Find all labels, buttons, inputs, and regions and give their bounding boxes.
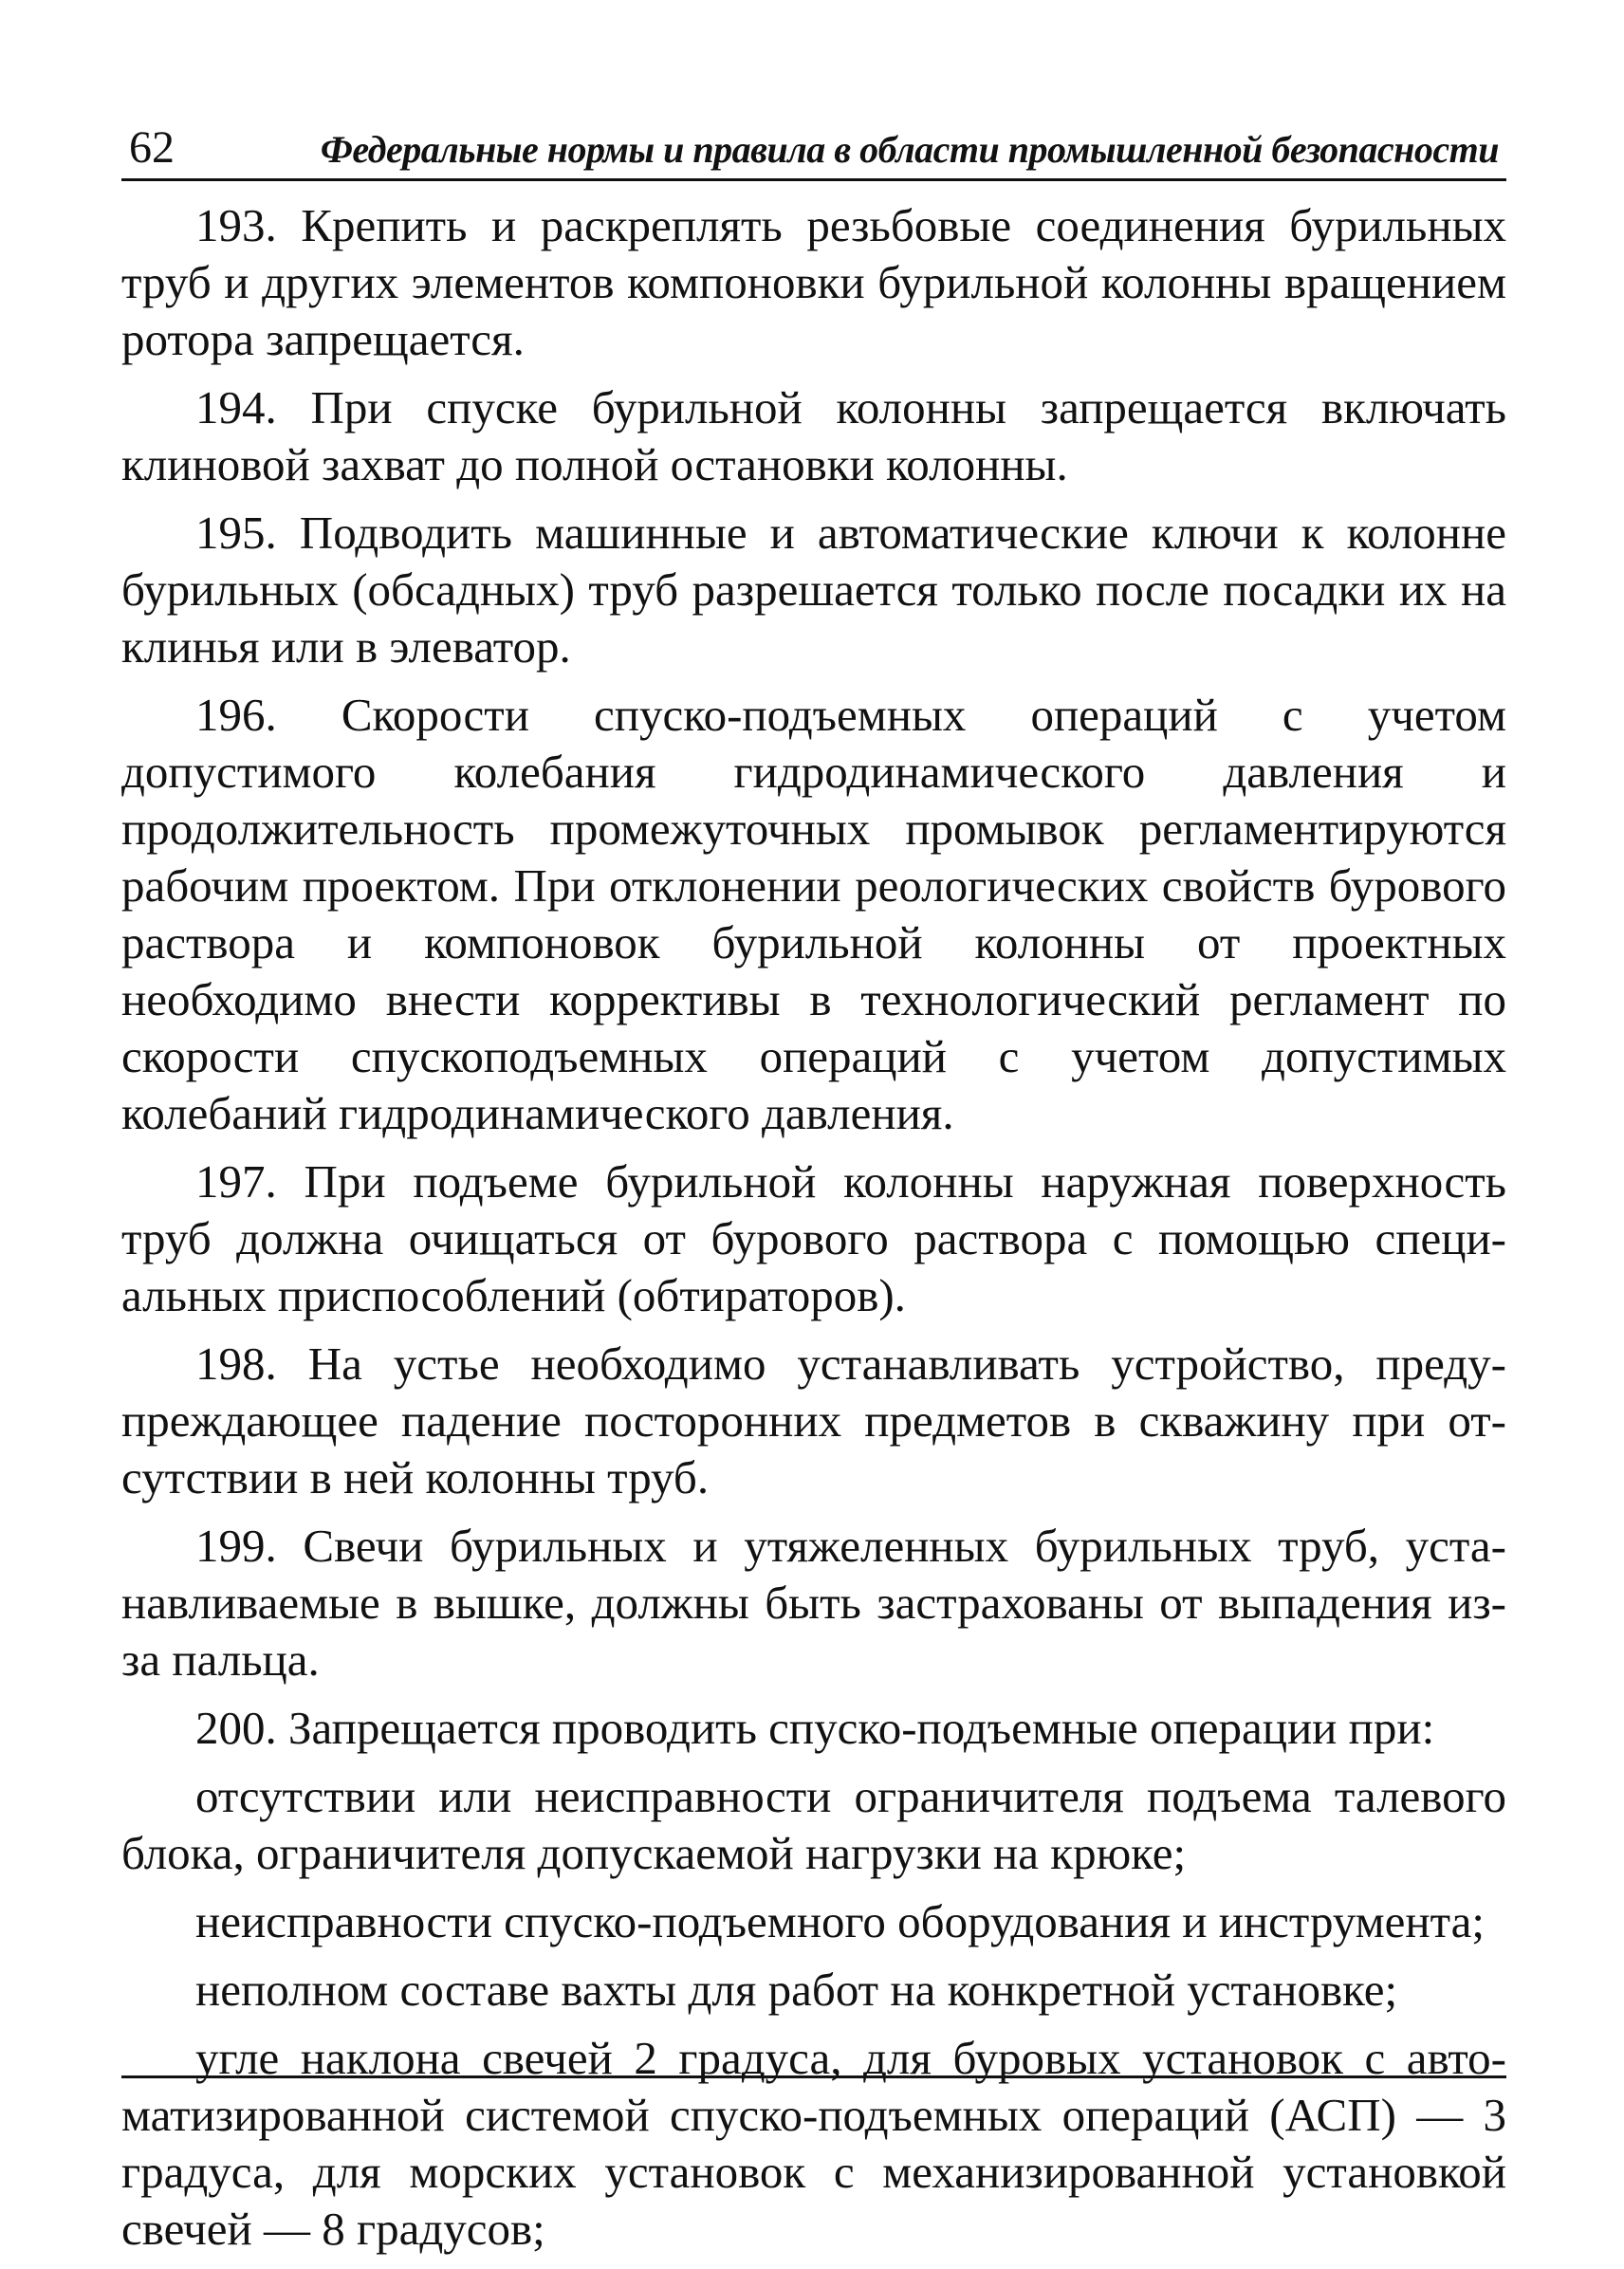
list-item: отсутствии или неисправности ограничителя подъема талевого блока, ограничителя допускаемой нагрузки на крюке; xyxy=(121,1770,1506,1879)
page-number: 62 xyxy=(129,122,175,173)
paragraph-199: 199. Свечи бурильных и утяжеленных бурильных труб, устанавливаемые в вышке, должны быть застрахованы от выпадения из-за пальца. xyxy=(121,1520,1506,1686)
footer-rule xyxy=(121,2075,1506,2078)
paragraph-196: 196. Скорости спуско-подъемных операций с учетом допустимого колебания гидродинамического давления и продолжительность промежуточных промывок регламентируются рабочим проектом. При отклонении реологических свойств бурового раствора и компоновок бурильной колонны от проектных необходимо внести коррективы в технологический регламент по скорости спускоподъемных операций с учетом допустимых колебаний гидродинамического давления. xyxy=(121,689,1506,1139)
page-header xyxy=(121,121,1506,181)
paragraph-198: 198. На устье необходимо устанавливать устройство, предупреждающее падение посторонних предметов в скважину при отсутствии в ней колонны труб. xyxy=(121,1337,1506,1503)
body-text xyxy=(121,197,1506,2269)
list-item: неполном составе вахты для работ на конкретной установке; xyxy=(195,1964,1398,2016)
list-item: неисправности спуско-подъемного оборудования и инструмента; xyxy=(195,1895,1486,1947)
paragraph-195: 195. Подводить машинные и автоматические ключи к колонне бурильных (обсадных) труб разрешается только после посадки их на клинья или в элеватор. xyxy=(121,507,1506,673)
running-head: Федеральные нормы и правила в области промышленной безопасности xyxy=(320,128,1499,171)
paragraph-197: 197. При подъеме бурильной колонны наружная поверхность труб должна очищаться от бурового раствора с помощью специальных приспособлений (обтираторов). xyxy=(121,1155,1506,1321)
list-item: угле наклона свечей 2 градуса, для буровых установок с автоматизированной системой спуско-подъемных операций (АСП) — 3 градуса, для морских установок с механизированной установкой свечей — 8 градусов; xyxy=(121,2032,1506,2255)
paragraph-200: 200. Запрещается проводить спуско-подъемные операции при: xyxy=(195,1702,1435,1754)
paragraph-194: 194. При спуске бурильной колонны запрещается включать клиновой захват до полной остановки колонны. xyxy=(121,381,1506,490)
paragraph-193: 193. Крепить и раскреплять резьбовые соединения бурильных труб и других элементов компоновки бурильной колонны вращением ротора запрещается. xyxy=(121,199,1506,365)
